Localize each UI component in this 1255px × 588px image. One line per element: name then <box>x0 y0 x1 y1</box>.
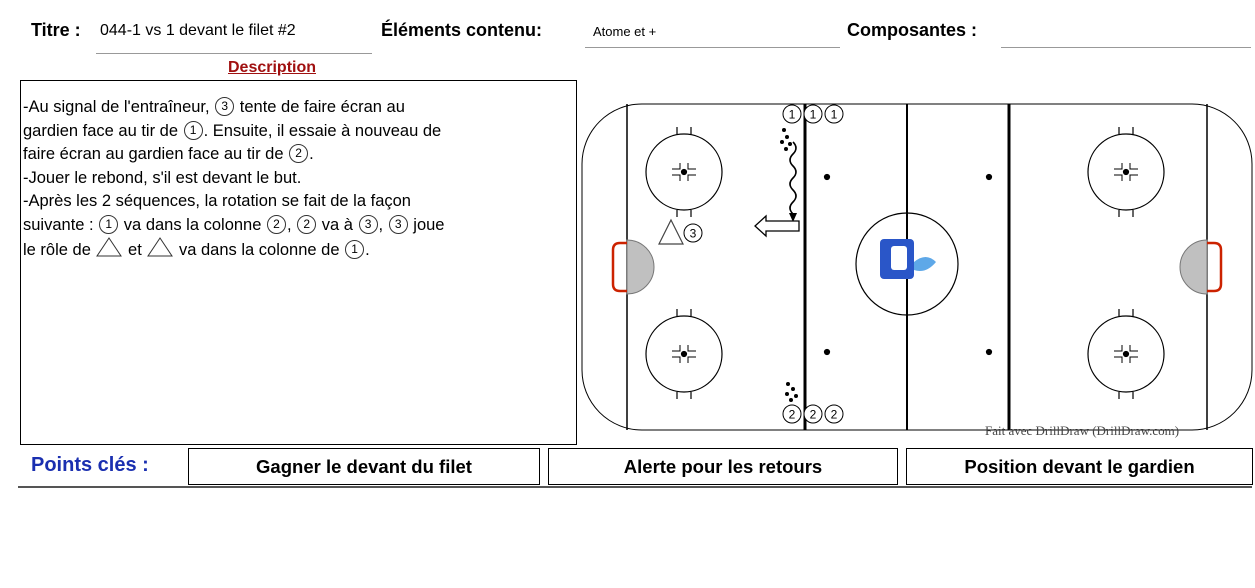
description-text: . <box>365 241 370 259</box>
faceoff-dot <box>682 352 687 357</box>
player-icon <box>825 405 843 423</box>
goal-net <box>613 243 627 291</box>
description-text: -Au signal de l'entraîneur, <box>23 98 215 116</box>
neutral-dot <box>987 175 992 180</box>
svg-text:1: 1 <box>809 107 817 122</box>
player-number-icon: 1 <box>184 121 203 140</box>
puck-icon <box>785 135 789 139</box>
player-number-icon: 2 <box>289 144 308 163</box>
composantes-underline <box>1001 47 1251 48</box>
puck-icon <box>784 147 788 151</box>
faceoff-dot <box>682 170 687 175</box>
description-text: suivante : <box>23 215 99 234</box>
neutral-dot <box>987 350 992 355</box>
player-icon <box>804 405 822 423</box>
player-number-icon: 1 <box>345 240 364 259</box>
neutral-dot <box>825 350 830 355</box>
description-text: -Jouer le rebond, s'il est devant le but. <box>23 168 302 187</box>
description-heading: Description <box>228 59 317 76</box>
elements-value[interactable]: Atome et + <box>593 24 657 39</box>
skate-path <box>790 142 796 214</box>
goal-net <box>1207 243 1221 291</box>
description-text: joue <box>408 215 445 234</box>
title-underline <box>96 53 372 54</box>
player-number-icon: 1 <box>99 215 118 234</box>
puck-icon <box>780 140 784 144</box>
key-points-label: Points clés : <box>31 454 149 476</box>
faceoff-dot <box>1124 352 1129 357</box>
puck-icon <box>786 382 790 386</box>
player-number-icon: 3 <box>389 215 408 234</box>
description-line <box>23 120 576 144</box>
goal-crease <box>627 240 654 294</box>
puck-icon <box>788 142 792 146</box>
drilldraw-credit: Fait avec DrillDraw (DrillDraw.com) <box>985 423 1180 438</box>
elements-label: Éléments contenu: <box>381 20 543 40</box>
description-text: , <box>287 215 297 234</box>
svg-text:2: 2 <box>830 407 838 422</box>
player-icon <box>783 405 801 423</box>
player-icon <box>783 105 801 123</box>
key-point-3[interactable]: Position devant le gardien <box>906 448 1253 485</box>
description-line <box>23 237 576 263</box>
neutral-dot <box>825 175 830 180</box>
description-text: va dans la colonne de <box>174 241 345 259</box>
description-line <box>23 190 576 214</box>
description-line <box>23 96 576 120</box>
description-text: -Après les 2 séquences, la rotation se fait de la façon <box>23 192 411 210</box>
center-logo-icon <box>880 239 936 279</box>
description-text: . <box>309 145 314 163</box>
description-text: gardien face au tir de <box>23 121 183 140</box>
svg-text:2: 2 <box>788 407 796 422</box>
description-text: va dans la colonne <box>119 215 266 234</box>
player-number-icon: 3 <box>359 215 378 234</box>
player-number-icon: 2 <box>267 215 286 234</box>
player-number-icon: 3 <box>215 97 234 116</box>
svg-text:2: 2 <box>809 407 817 422</box>
player-number-icon: 2 <box>297 215 316 234</box>
description-text: faire écran au gardien face au tir de <box>23 145 289 163</box>
description-line <box>23 143 576 167</box>
puck-icon <box>794 394 798 398</box>
key-point-1[interactable]: Gagner le devant du filet <box>188 448 540 485</box>
elements-underline <box>585 47 840 48</box>
description-text: va à <box>317 215 358 234</box>
description-text: . Ensuite, il essaie à nouveau de <box>203 121 442 140</box>
composantes-label: Composantes : <box>847 20 978 40</box>
puck-icon <box>791 387 795 391</box>
rink-players <box>659 105 936 423</box>
description-text: et <box>123 241 147 259</box>
puck-icon <box>785 392 789 396</box>
title-label: Titre : <box>31 20 81 40</box>
svg-text:1: 1 <box>788 107 796 122</box>
description-line <box>23 214 576 238</box>
description-line <box>23 167 576 191</box>
puck-icon <box>789 398 793 402</box>
player-icon <box>825 105 843 123</box>
player-icon <box>684 224 702 242</box>
triangle-icon <box>147 237 173 257</box>
svg-text:1: 1 <box>830 107 838 122</box>
description-text: , <box>378 215 388 234</box>
svg-text:3: 3 <box>689 226 697 241</box>
goal-crease <box>1180 240 1207 294</box>
faceoff-dot <box>1124 170 1129 175</box>
triangle-icon <box>659 220 683 244</box>
description-box[interactable] <box>20 80 577 445</box>
key-points-divider <box>18 486 1252 488</box>
key-point-2[interactable]: Alerte pour les retours <box>548 448 898 485</box>
player-icon <box>804 105 822 123</box>
title-value[interactable]: 044-1 vs 1 devant le filet #2 <box>100 22 296 39</box>
puck-icon <box>782 128 786 132</box>
description-text: tente de faire écran au <box>235 98 405 116</box>
rink-diagram <box>580 102 1254 434</box>
description-text: le rôle de <box>23 241 96 259</box>
triangle-icon <box>96 237 122 257</box>
